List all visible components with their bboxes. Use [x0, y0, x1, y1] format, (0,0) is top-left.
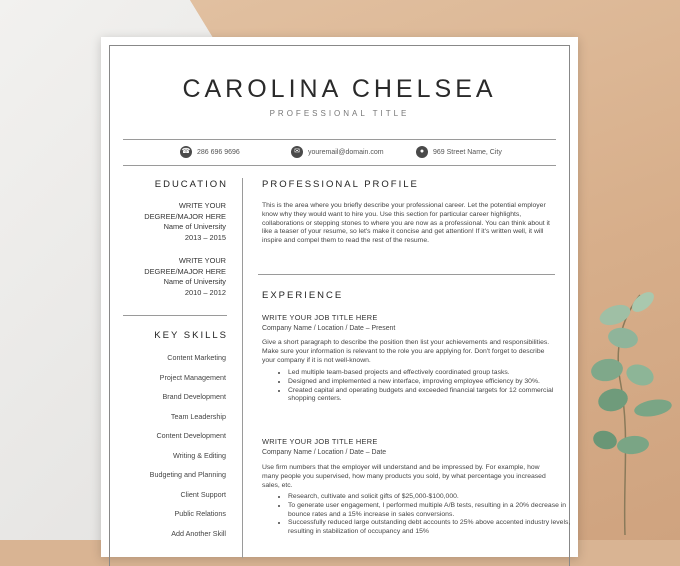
- location-icon: ●: [416, 146, 428, 158]
- job-bullet: • Led multiple team-based projects and effectively coordinated group tasks.: [288, 369, 578, 378]
- skill-item: Public Relations: [174, 509, 226, 518]
- skill-item: Content Marketing: [167, 353, 226, 362]
- job-bullet: • Designed and implemented a new interface, improving employee efficiency by 30%.: [288, 378, 578, 387]
- phone-text: 286 696 9696: [197, 148, 240, 156]
- job-bullet: • Created capital and operating budgets and exceeded financial targets for 12 commercial shopping centers.: [288, 387, 578, 405]
- skill-item: Writing & Editing: [173, 451, 226, 460]
- email-icon: ✉: [291, 146, 303, 158]
- skill-item: Content Development: [156, 431, 226, 440]
- divider: [123, 315, 227, 316]
- skill-item: Budgeting and Planning: [149, 470, 226, 479]
- university-name: Name of University: [163, 277, 226, 287]
- job-title: WRITE YOUR JOB TITLE HERE: [262, 313, 378, 322]
- job-bullet: • Research, cultivate and solicit gifts of $25,000-$100,000.: [288, 493, 578, 502]
- contact-address: [416, 146, 502, 158]
- divider: [258, 274, 555, 275]
- job-company: Company Name / Location / Date – Date: [262, 449, 387, 456]
- job-description: Give a short paragraph to describe the position then list your achievements and responsibilities. Make sure your information is relevant to the role you are applying for. Don't forget to describe your company if it is not well-known.: [262, 339, 550, 364]
- experience-heading: EXPERIENCE: [262, 290, 344, 301]
- university-name: Name of University: [163, 222, 226, 232]
- degree-line: DEGREE/MAJOR HERE: [144, 211, 226, 221]
- skills-heading: KEY SKILLS: [154, 330, 228, 341]
- education-years: 2010 – 2012: [184, 287, 226, 297]
- skill-item: Add Another Skill: [171, 529, 226, 538]
- job-bullet: • Successfully reduced large outstanding debt accounts to 25% above accented industry levels, resulting in stabilization of occupancy and 15%: [288, 519, 578, 537]
- job-company: Company Name / Location / Date – Present: [262, 325, 396, 332]
- resume-page: [101, 37, 578, 557]
- job-description: Use firm numbers that the employer will understand and be impressed by. For example, how many people you supervised, how many products you sold, by what percentage you increased sales, etc.: [262, 464, 546, 489]
- contact-phone: [180, 146, 240, 158]
- education-heading: EDUCATION: [154, 179, 228, 190]
- degree-line: WRITE YOUR: [178, 256, 226, 265]
- education-entry: [123, 256, 226, 298]
- contact-email: [291, 146, 384, 158]
- job-bullet: • To generate user engagement, I performed multiple A/B tests, resulting in a 20% decrease in bounce rates and a 15% increase in sales conversions.: [288, 502, 578, 520]
- education-entry: [123, 201, 226, 243]
- candidate-name: CAROLINA CHELSEA: [182, 75, 497, 103]
- professional-title: PROFESSIONAL TITLE: [269, 109, 410, 118]
- profile-heading: PROFESSIONAL PROFILE: [262, 179, 419, 190]
- address-text: 969 Street Name, City: [433, 148, 502, 156]
- skill-item: Project Management: [159, 373, 226, 382]
- education-years: 2013 – 2015: [184, 232, 226, 242]
- job-bullets: [262, 369, 578, 404]
- degree-line: DEGREE/MAJOR HERE: [144, 266, 226, 276]
- skill-item: Brand Development: [162, 392, 226, 401]
- profile-text: This is the area where you briefly describe your professional career. Let the potential employer know why they would want to hire you. Use this section for particular career highlights, collaborations or stepping stones to where you are now as a professional. You can think about it like a teaser of your resume, so let's make it concise and get attention! If it's written well, it will inspire and compel them to read the rest of the resume.: [262, 202, 550, 245]
- degree-line: WRITE YOUR: [178, 201, 226, 210]
- email-text: youremail@domain.com: [308, 148, 384, 156]
- eucalyptus-plant-icon: [585, 290, 680, 540]
- phone-icon: ☎: [180, 146, 192, 158]
- skill-item: Client Support: [180, 490, 226, 499]
- column-divider: [242, 178, 243, 558]
- divider: [123, 165, 556, 166]
- skill-item: Team Leadership: [170, 412, 226, 421]
- job-bullets: [262, 493, 578, 537]
- divider: [123, 139, 556, 140]
- job-title: WRITE YOUR JOB TITLE HERE: [262, 437, 378, 446]
